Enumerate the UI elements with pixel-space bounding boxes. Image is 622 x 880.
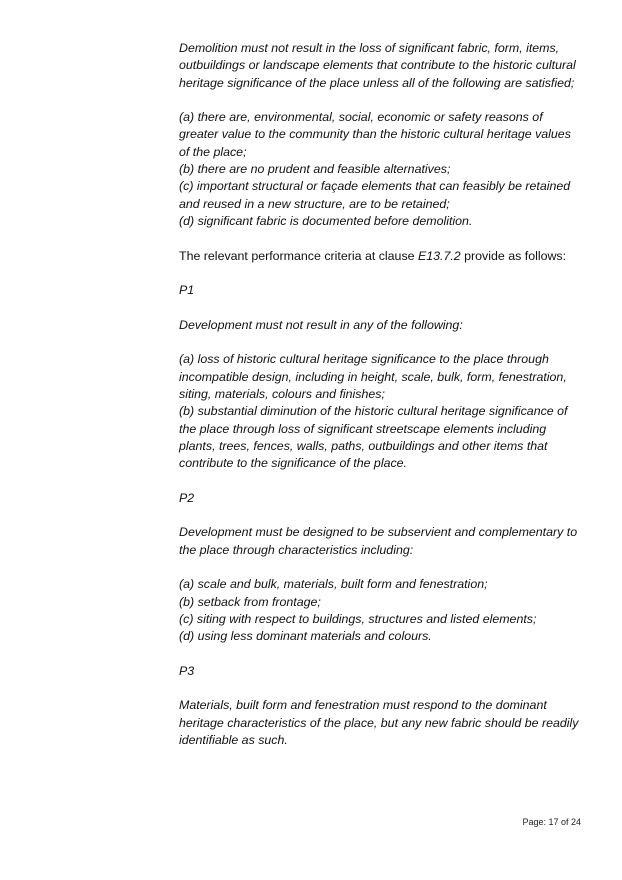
p1-list [179,351,584,472]
p2-heading-block [179,490,584,507]
list-item: (c) siting with respect to buildings, structures and listed elements; [179,611,537,626]
p2-heading: P2 [179,490,195,505]
p3-text-block [179,697,584,749]
list-item: (b) setback from frontage; [179,594,321,609]
p3-text: Materials, built form and fenestration must respond to the dominant heritage characteristics of the place, but any new fabric should be readily identifiable as such. [179,698,579,747]
p3-heading-block [179,663,584,680]
p1-heading-block [179,282,584,299]
list-item: (c) important structural or façade elements that can feasibly be retained and reused in a new structure, are to be retained; [179,179,571,211]
demolition-intro-paragraph [179,40,584,92]
page-content [179,40,584,766]
list-item: (d) using less dominant materials and colours. [179,629,432,644]
p1-intro-block [179,317,584,334]
p3-heading: P3 [179,663,195,678]
page-number: Page: 17 of 24 [522,817,581,827]
p2-intro-block [179,524,584,559]
list-item: (a) there are, environmental, social, economic or safety reasons of greater value to the community than the historic cultural heritage values of the place; [179,110,571,159]
clause-reference: E13.7.2 [417,248,461,263]
demolition-intro: Demolition must not result in the loss of significant fabric, form, items, outbuildings or landscape elements that contribute to the historic cultural heritage significance of the place unless all of the following are satisfied; [179,41,576,90]
criteria-intro-after: provide as follows: [460,248,567,263]
p2-intro: Development must be designed to be subservient and complementary to the place through characteristics including: [179,525,578,557]
list-item: (b) there are no prudent and feasible alternatives; [179,162,451,177]
list-item: (b) substantial diminution of the historic cultural heritage significance of the place through loss of significant streetscape elements including plants, trees, fences, walls, paths, outbuildings and other items that contribute to the significance of the place. [179,404,568,471]
p1-heading: P1 [179,283,195,298]
criteria-intro-paragraph [179,248,584,265]
list-item: (a) scale and bulk, materials, built form and fenestration; [179,577,488,592]
p2-list [179,576,584,645]
list-item: (a) loss of historic cultural heritage significance to the place through incompatible design, including in height, scale, bulk, form, fenestration, siting, materials, colours and finishes; [179,352,567,401]
demolition-conditions-list [179,109,584,230]
p1-intro: Development must not result in any of the following: [179,317,463,332]
criteria-intro-before: The relevant performance criteria at clause [179,248,418,263]
list-item: (d) significant fabric is documented before demolition. [179,213,473,228]
